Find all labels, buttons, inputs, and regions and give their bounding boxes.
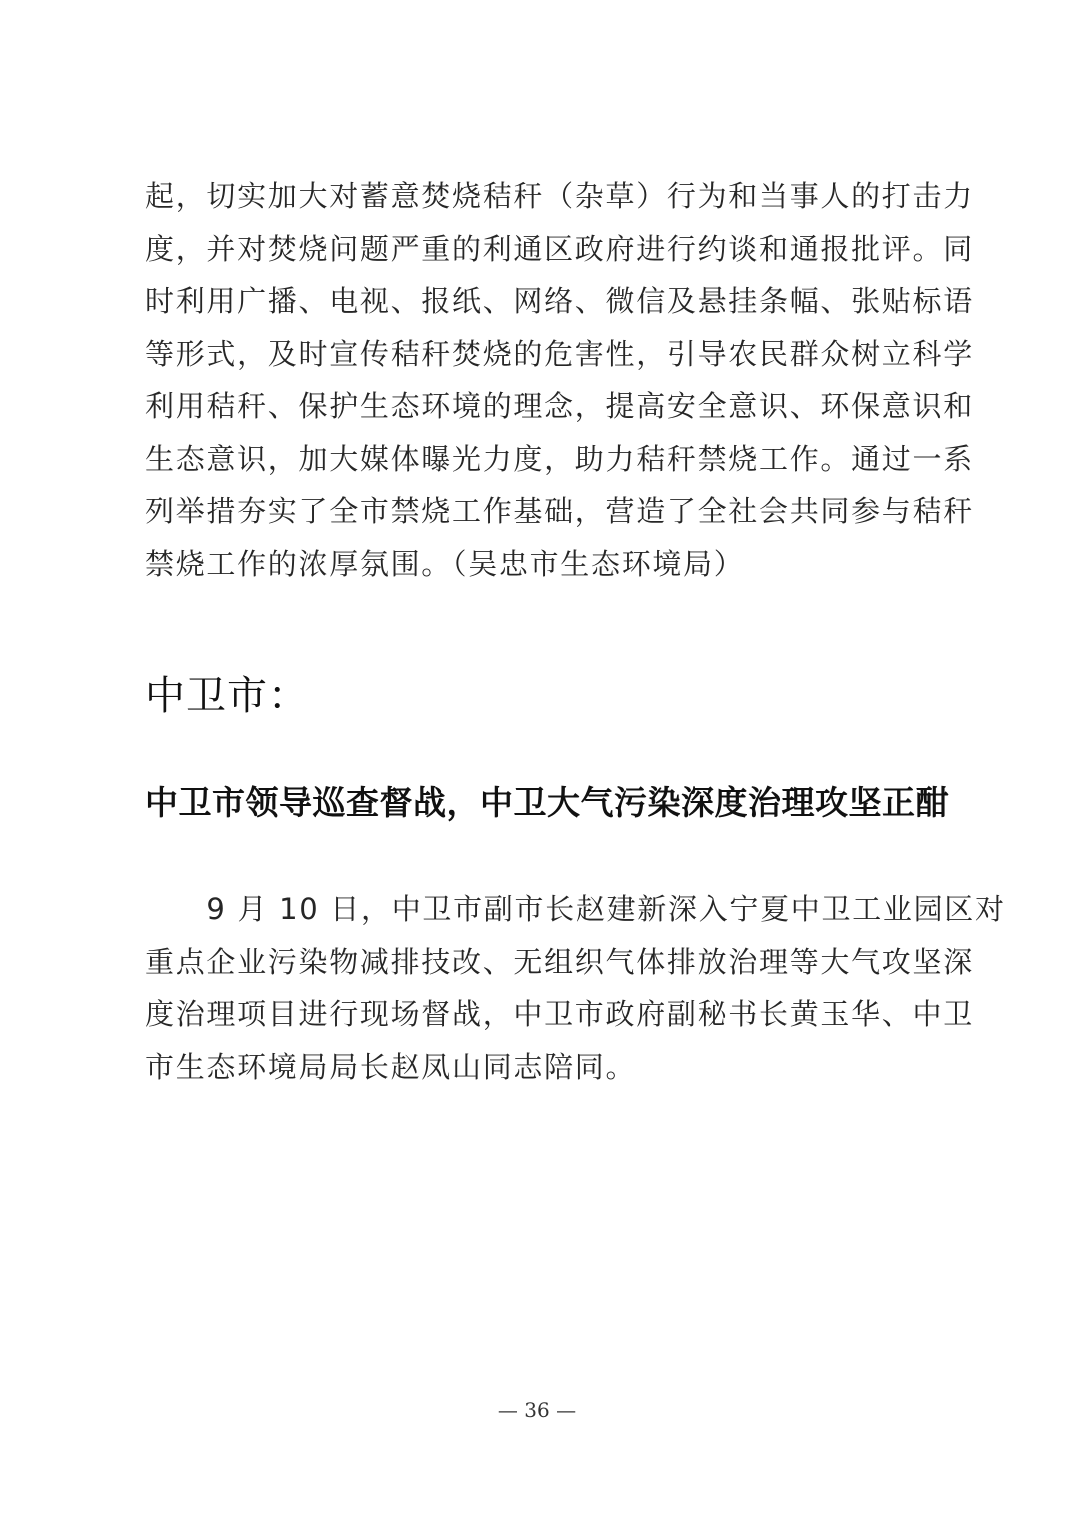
- paragraph-line: 列举措夯实了全市禁烧工作基础，营造了全社会共同参与秸秆: [145, 494, 974, 528]
- paragraph-line: 度，并对焚烧问题严重的利通区政府进行约谈和通报批评。同: [145, 231, 974, 266]
- paragraph-line: 禁烧工作的浓厚氛围。（吴忠市生态环境局）: [145, 546, 745, 581]
- paragraph-line: 时利用广播、电视、报纸、网络、微信及悬挂条幅、张贴标语: [145, 284, 974, 318]
- paragraph-line: 市生态环境局局长赵凤山同志陪同。: [145, 1049, 637, 1084]
- paragraph-line: 生态意识，加大媒体曝光力度，助力秸秆禁烧工作。通过一系: [145, 441, 974, 476]
- paragraph-line: 起，切实加大对蓄意焚烧秸秆（杂草）行为和当事人的打击力: [145, 179, 974, 213]
- page-number: — 36 —: [497, 1398, 577, 1422]
- paragraph-line: 等形式，及时宣传秸秆焚烧的危害性，引导农民群众树立科学: [145, 336, 974, 371]
- section-title: 中卫市：: [145, 673, 309, 719]
- top-paragraph: [145, 170, 974, 590]
- paragraph-line: 度治理项目进行现场督战，中卫市政府副秘书长黄玉华、中卫: [145, 997, 974, 1031]
- article-heading: 中卫市领导巡查督战，中卫大气污染深度治理攻坚正酣: [145, 783, 949, 822]
- paragraph-line: 重点企业污染物减排技改、无组织气体排放治理等大气攻坚深: [145, 944, 974, 979]
- paragraph-line: 利用秸秆、保护生态环境的理念，提高安全意识、环保意识和: [145, 389, 974, 423]
- paragraph-line: 9 月 10 日，中卫市副市长赵建新深入宁夏中卫工业园区对: [145, 892, 1006, 926]
- article-body: [145, 883, 1006, 1093]
